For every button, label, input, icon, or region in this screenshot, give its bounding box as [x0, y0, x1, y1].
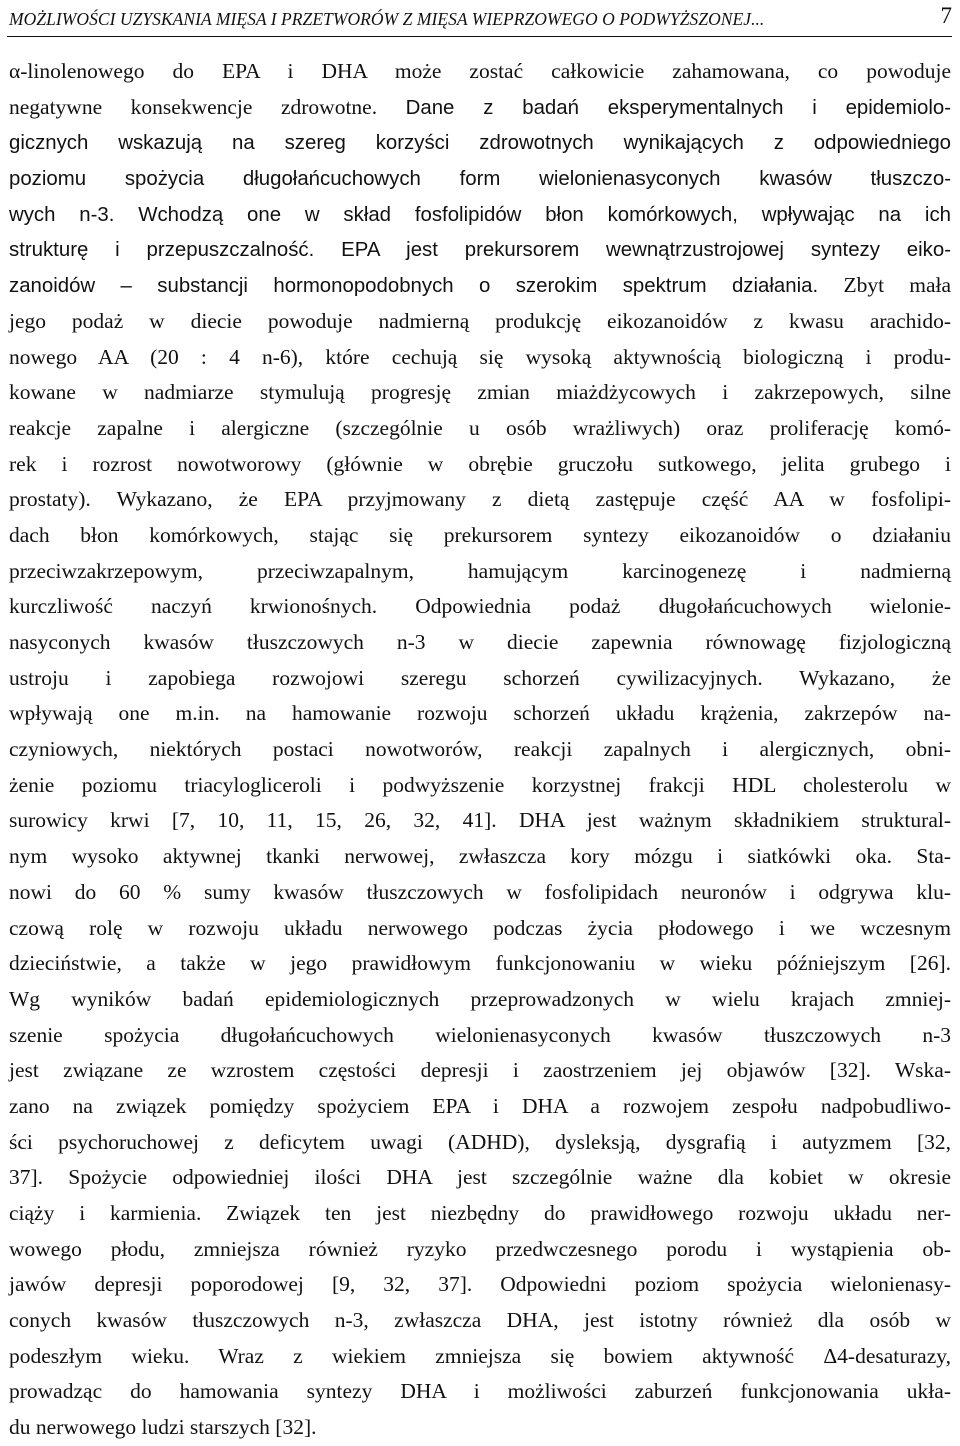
text-segment: nym wysoko aktywnej tkanki nerwowej, zwłaszcza kory mózgu i siatkówki oka. Sta-: [9, 844, 951, 869]
text-line: [9, 447, 951, 483]
text-segment: rek i rozrost nowotworowy (głównie w obrębie gruczołu sutkowego, jelita grubego i: [9, 451, 951, 476]
text-segment: jego podaż w diecie powoduje nadmierną produkcję eikozanoidów z kwasu arachido-: [9, 308, 951, 333]
text-segment: prostaty). Wykazano, że EPA przyjmowany z dietą zastępuje część AA w fosfolipi-: [9, 487, 951, 512]
text-segment: conych kwasów tłuszczowych n-3, zwłaszcza DHA, jest istotny również dla osób w: [9, 1308, 951, 1333]
text-line: [9, 589, 951, 625]
running-header: [7, 4, 952, 37]
text-line: [9, 1374, 951, 1410]
text-segment: nasyconych kwasów tłuszczowych n-3 w diecie zapewnia równowagę fizjologiczną: [9, 630, 951, 654]
text-line: [9, 1303, 951, 1339]
text-segment: ustroju i zapobiega rozwojowi szeregu schorzeń cywilizacyjnych. Wykazano, że: [9, 665, 951, 690]
text-segment: Dane z badań eksperymentalnych i epidemiolo-: [405, 96, 951, 119]
text-segment: ciąży i karmienia. Związek ten jest niezbędny do prawidłowego rozwoju układu ner-: [9, 1201, 951, 1225]
text-line: [9, 268, 951, 304]
text-line: [9, 482, 951, 518]
text-line: [9, 1160, 951, 1196]
text-segment: Wg wyników badań epidemiologicznych przeprowadzonych w wielu krajach zmniej-: [9, 986, 951, 1011]
text-line: [9, 768, 951, 804]
text-line: [9, 197, 951, 233]
text-segment: dzieciństwie, a także w jego prawidłowym funkcjonowaniu w wieku późniejszym [26].: [9, 951, 951, 976]
text-line: [9, 911, 951, 947]
text-line: [9, 1267, 951, 1303]
text-segment: zanoidów – substancji hormonopodobnych o szerokim spektrum działania.: [9, 275, 844, 298]
text-line: [9, 625, 951, 661]
text-line: [9, 304, 951, 340]
text-line: [9, 839, 951, 875]
text-segment: czyniowych, niektórych postaci nowotworów, reakcji zapalnych i alergicznych, obni-: [9, 737, 951, 762]
text-line: [9, 696, 951, 732]
text-line: [9, 1196, 951, 1232]
text-line: [9, 554, 951, 590]
text-segment: nowi do 60 % sumy kwasów tłuszczowych w fosfolipidach neuronów i odgrywa klu-: [9, 879, 951, 904]
text-line: [9, 946, 951, 982]
running-title: MOŻLIWOŚCI UZYSKANIA MIĘSA I PRZETWORÓW Z MIĘSA WIEPRZOWEGO O PODWYŻSZONEJ...: [9, 9, 765, 29]
text-segment: wych n-3. Wchodzą one w skład fosfolipidów błon komórkowych, wpływając na ich: [9, 203, 951, 226]
text-segment: nowego AA (20 : 4 n-6), które cechują się wysoką aktywnością biologiczną i produ-: [9, 344, 951, 369]
text-line: [9, 375, 951, 411]
text-line: [9, 161, 951, 197]
text-line: [9, 661, 951, 697]
text-line: [9, 982, 951, 1018]
text-segment: dach błon komórkowych, stając się prekursorem syntezy eikozanoidów o działaniu: [9, 522, 951, 547]
text-segment: jawów depresji poporodowej [9, 32, 37]. Odpowiedni poziom spożycia wielonienasy-: [9, 1272, 951, 1297]
text-line: [9, 803, 951, 839]
text-line: [9, 125, 951, 161]
text-segment: kurczliwość naczyń krwionośnych. Odpowiednia podaż długołańcuchowych wielonie-: [9, 594, 951, 619]
text-segment: ści psychoruchowej z deficytem uwagi (ADHD), dysleksją, dysgrafią i autyzmem [32,: [9, 1129, 951, 1154]
text-segment: negatywne konsekwencje zdrowotne.: [9, 94, 406, 119]
page-number: 7: [940, 3, 952, 28]
text-segment: reakcje zapalne i alergiczne (szczególnie u osób wrażliwych) oraz proliferację komó-: [9, 415, 951, 440]
text-segment: wpływają one m.in. na hamowanie rozwoju schorzeń układu krążenia, zakrzepów na-: [9, 701, 951, 726]
text-line: [9, 1089, 951, 1125]
text-segment: zano na związek pomiędzy spożyciem EPA i DHA a rozwojem zespołu nadpobudliwo-: [9, 1093, 951, 1118]
text-segment: α-linolenowego do EPA i DHA może zostać całkowicie zahamowana, co powoduje: [9, 59, 951, 83]
text-segment: przeciwzakrzepowym, przeciwzapalnym, hamującym karcinogenezę i nadmierną: [9, 558, 951, 583]
text-segment: jest związane ze wzrostem częstości depresji i zaostrzeniem jej objawów [32]. Wska-: [9, 1058, 951, 1083]
text-line: [9, 232, 951, 268]
body-paragraph: [9, 54, 951, 1446]
text-line: [9, 54, 951, 90]
text-segment: wowego płodu, zmniejsza również ryzyko przedwczesnego porodu i wystąpienia ob-: [9, 1236, 951, 1261]
text-segment: 37]. Spożycie odpowiedniej ilości DHA jest szczególnie ważne dla kobiet w okresie: [9, 1165, 951, 1190]
text-line: [9, 1410, 951, 1446]
text-line: [9, 732, 951, 768]
text-line: [9, 1018, 951, 1054]
text-segment: czową rolę w rozwoju układu nerwowego podczas życia płodowego i we wczesnym: [9, 915, 951, 940]
text-line: [9, 518, 951, 554]
text-segment: szenie spożycia długołańcuchowych wielonienasyconych kwasów tłuszczowych n-3: [9, 1022, 951, 1047]
text-line: [9, 340, 951, 376]
text-segment: du nerwowego ludzi starszych [32].: [9, 1415, 317, 1440]
text-segment: gicznych wskazują na szereg korzyści zdrowotnych wynikających z odpowiedniego: [9, 132, 951, 155]
text-segment: poziomu spożycia długołańcuchowych form wielonienasyconych kwasów tłuszczo-: [9, 168, 951, 191]
text-line: [9, 90, 951, 126]
text-segment: kowane w nadmiarze stymulują progresję zmian miażdżycowych i zakrzepowych, silne: [9, 380, 951, 405]
text-line: [9, 1232, 951, 1268]
text-segment: podeszłym wieku. Wraz z wiekiem zmniejsza się bowiem aktywność Δ4-desaturazy,: [9, 1343, 951, 1368]
text-line: [9, 1339, 951, 1375]
text-line: [9, 1053, 951, 1089]
text-line: [9, 875, 951, 911]
text-segment: strukturę i przepuszczalność. EPA jest prekursorem wewnątrzustrojowej syntezy eiko-: [9, 239, 951, 262]
text-segment: surowicy krwi [7, 10, 11, 15, 26, 32, 41]. DHA jest ważnym składnikiem struktural-: [9, 808, 951, 833]
text-segment: prowadząc do hamowania syntezy DHA i możliwości zaburzeń funkcjonowania ukła-: [9, 1379, 951, 1404]
text-line: [9, 411, 951, 447]
text-segment: żenie poziomu triacylogliceroli i podwyższenie korzystnej frakcji HDL cholesterolu w: [9, 772, 951, 797]
text-line: [9, 1125, 951, 1161]
text-segment: Zbyt mała: [843, 273, 952, 298]
